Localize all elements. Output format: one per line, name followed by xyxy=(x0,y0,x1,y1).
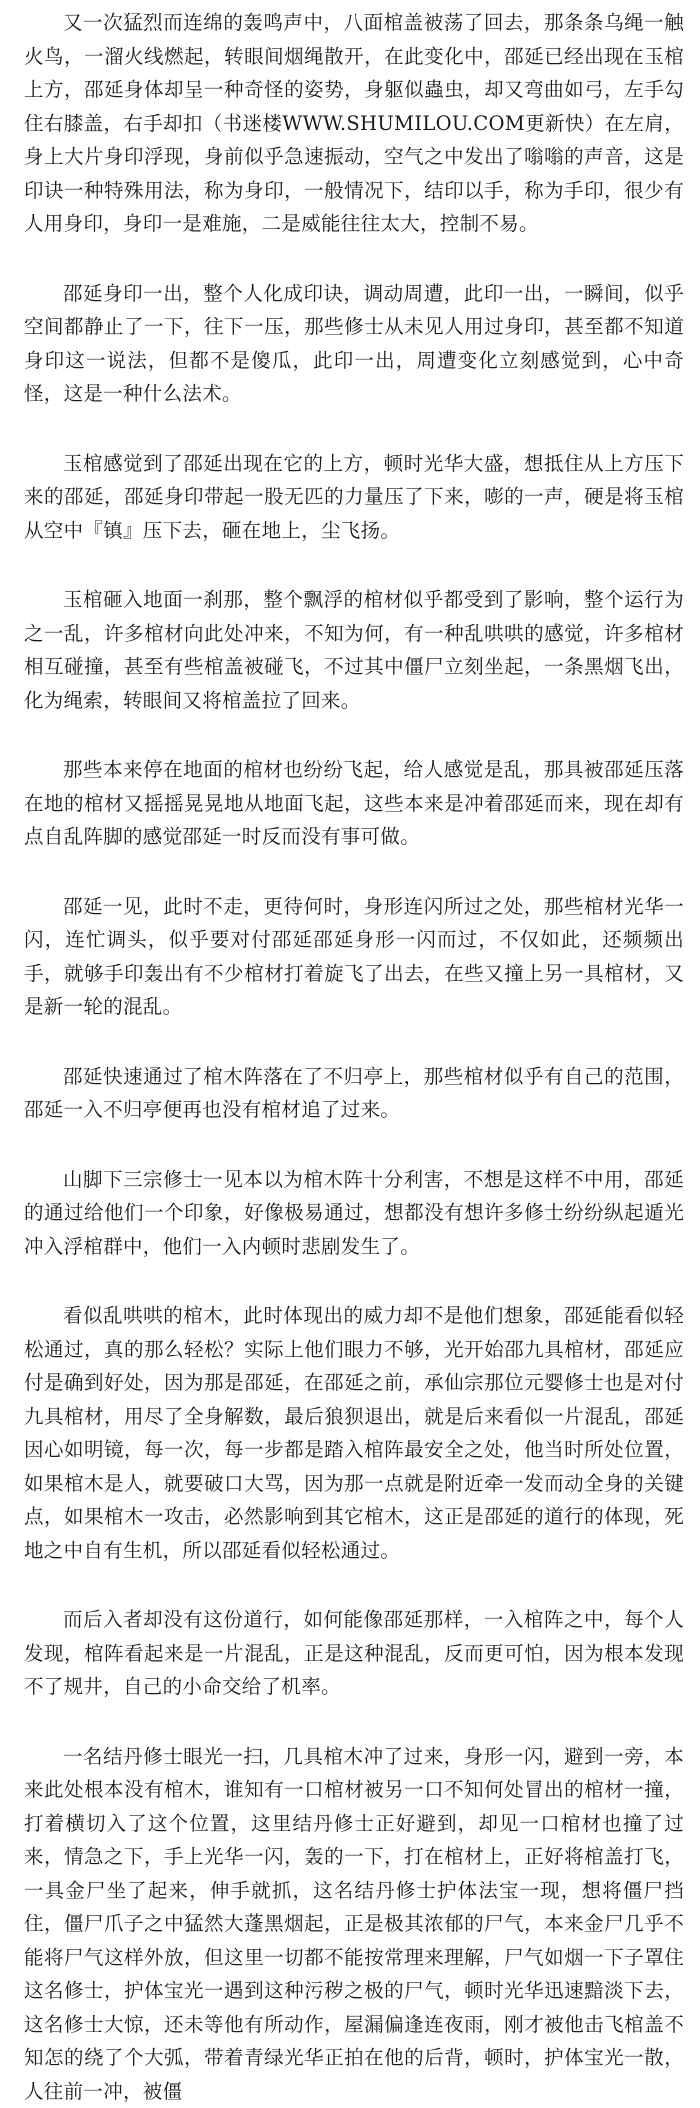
paragraph-1: 又一次猛烈而连绵的轰鸣声中，八面棺盖被荡了回去，那条条乌绳一触火鸟，一溜火线燃起，转眼间烟绳散开，在此变化中，邵延已经出现在玉棺上方，邵延身体却呈一种奇怪的姿势，身躯似蟲虫，却又弯曲如弓，左手勾住右膝盖，右手却扣（书迷楼WWW.SHUMILOU.COM更新快）在左肩，身上大片身印浮现，身前似乎急速振动，空气之中发出了嗡嗡的声音，这是印诀一种特殊用法，称为身印，一般情况下，结印以手，称为手印，很少有人用身印，身印一是难施，二是威能往往太大，控制不易。 xyxy=(24,6,684,241)
paragraph-6: 邵延一见，此时不走，更待何时，身形连闪所过之处，那些棺材光华一闪，连忙调头，似乎要对付邵延邵延身形一闪而过，不仅如此，还频频出手，就够手印轰出有不少棺材打着旋飞了出去，在些又撞上另一具棺材，又是新一轮的混乱。 xyxy=(24,890,684,1024)
paragraph-8: 山脚下三宗修士一见本以为棺木阵十分利害，不想是这样不中用，邵延的通过给他们一个印象，好像极易通过，想都没有想许多修士纷纷纵起遁光冲入浮棺群中，他们一入内顿时悲剧发生了。 xyxy=(24,1163,684,1264)
paragraph-7: 邵延快速通过了棺木阵落在了不归亭上，那些棺材似乎有自己的范围，邵延一入不归亭便再也没有棺材追了过来。 xyxy=(24,1060,684,1127)
paragraph-9: 看似乱哄哄的棺木，此时体现出的威力却不是他们想象，邵延能看似轻松通过，真的那么轻松？实际上他们眼力不够，光开始邵九具棺材，邵延应付是确到好处，因为那是邵延，在邵延之前，承仙宗那位元婴修士也是对付九具棺材，用尽了全身解数，最后狼狈退出，就是后来看似一片混乱，邵延因心如明镜，每一次，每一步都是踏入棺阵最安全之处，他当时所处位置，如果棺木是人，就要破口大骂，因为那一点就是附近牵一发而动全身的关键点，如果棺木一攻击，必然影响到其它棺木，这正是邵延的道行的体现，死地之中自有生机，所以邵延看似轻松通过。 xyxy=(24,1299,684,1567)
paragraph-2: 邵延身印一出，整个人化成印诀，调动周遭，此印一出，一瞬间，似乎空间都静止了一下，往下一压，那些修士从未见人用过身印，甚至都不知道身印这一说法，但都不是傻瓜，此印一出，周遭变化立刻感觉到，心中奇怪，这是一种什么法术。 xyxy=(24,277,684,411)
paragraph-5: 那些本来停在地面的棺材也纷纷飞起，给人感觉是乱，那具被邵延压落在地的棺材又摇摇晃晃地从地面飞起，这些本来是冲着邵延而来，现在却有点自乱阵脚的感觉邵延一时反而没有事可做。 xyxy=(24,753,684,854)
paragraph-11: 一名结丹修士眼光一扫，几具棺木冲了过来，身形一闪，避到一旁，本来此处根本没有棺木，谁知有一口棺材被另一口不知何处冒出的棺材一撞，打着横切入了这个位置，这里结丹修士正好避到，却见一口棺材也撞了过来，情急之下，手上光华一闪，轰的一下，打在棺材上，正好将棺盖打飞，一具金尸坐了起来，伸手就抓，这名结丹修士护体法宝一现，想将僵尸挡住，僵尸爪子之中猛然大蓬黑烟起，正是极其浓郁的尸气，本来金尸几乎不能将尸气这样外放，但这里一切都不能按常理来理解，尸气如烟一下子罩住这名修士，护体宝光一遇到这种污秽之极的尸气，顿时光华迅速黯淡下去，这名修士大惊，还未等他有所动作，屋漏偏逢连夜雨，刚才被他击飞棺盖不知怎的绕了个大弧，带着青绿光华正拍在他的后背，顿时，护体宝光一散，人往前一冲，被僵 xyxy=(24,1740,684,2108)
paragraph-4: 玉棺砸入地面一刹那，整个飘浮的棺材似乎都受到了影响，整个运行为之一乱，许多棺材向此处冲来，不知为何，有一种乱哄哄的感觉，许多棺材相互碰撞，甚至有些棺盖被碰飞，不过其中僵尸立刻坐起，一条黑烟飞出，化为绳索，转眼间又将棺盖拉了回来。 xyxy=(24,583,684,717)
paragraph-3: 玉棺感觉到了邵延出现在它的上方，顿时光华大盛，想抵住从上方压下来的邵延，邵延身印带起一股无匹的力量压了下来，嘭的一声，硬是将玉棺从空中『镇』压下去，砸在地上，尘飞扬。 xyxy=(24,447,684,548)
paragraph-10: 而后入者却没有这份道行，如何能像邵延那样，一入棺阵之中，每个人发现，棺阵看起来是一片混乱，正是这种混乱，反而更可怕，因为根本发现不了规井，自己的小命交给了机率。 xyxy=(24,1603,684,1704)
